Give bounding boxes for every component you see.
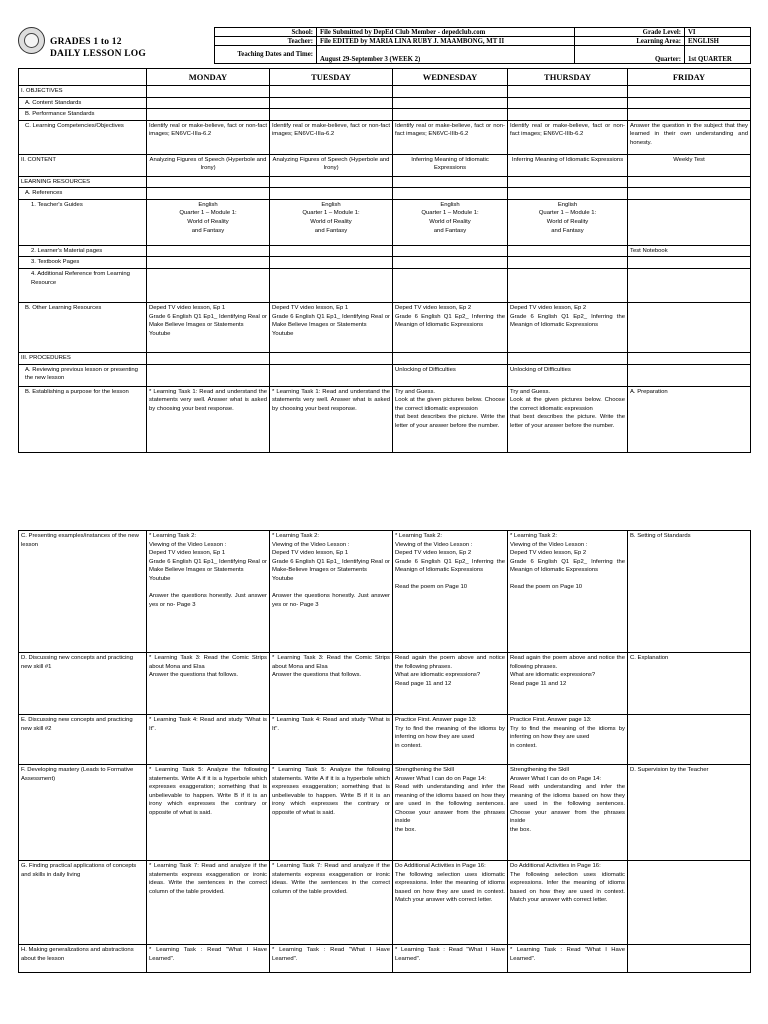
quarter-value: 1st QUARTER — [685, 46, 751, 64]
cell-monday: * Learning Task 5: Analyze the following statements. Write A if it is a hyperbole which expresses exaggeration; something that is unbelievable to happen. Write B if it is an irony which expresses the contrary or opposite of what is said. — [147, 765, 270, 861]
cell-wednesday: Strengthening the Skill Answer What I can do on Page 14: Read with understanding and infer the meaning of the idioms based on how they are used in the following sentences. Choose your answer from the phrases inside the box. — [393, 765, 508, 861]
area-label: Learning Area: — [575, 37, 685, 46]
procedures-body — [19, 531, 751, 973]
cell-monday: * Learning Task 1: Read and understand the statements very well. Answer what is asked by choosing your best response. — [147, 386, 270, 452]
cell-tuesday — [270, 268, 393, 302]
dll-page-2 — [18, 530, 750, 973]
cell-friday — [628, 268, 751, 302]
row-label: I. OBJECTIVES — [19, 86, 147, 98]
area-value: ENGLISH — [685, 37, 751, 46]
cell-monday: * Learning Task 2: Viewing of the Video Lesson : Deped TV video lesson, Ep 1 Grade 6 English Q1 Ep1_ Identifying Real or Make Believe Images or Statements Youtube Answer the questions honestly. Just answer yes or no- Page 3 — [147, 531, 270, 653]
procedures-table — [18, 530, 751, 973]
cell-tuesday — [270, 109, 393, 121]
row-label: G. Finding practical applications of concepts and skills in daily living — [19, 861, 147, 945]
cell-thursday: Try and Guess. Look at the given pictures below. Choose the correct idiomatic expression that best describes the picture. Write the letter of your answer before the number. — [508, 386, 628, 452]
cell-monday: English Quarter 1 – Module 1: World of Reality and Fantasy — [147, 199, 270, 245]
section-empty-cell — [147, 352, 270, 364]
cell-tuesday — [270, 97, 393, 109]
row-e-discussing-new-concepts-and-practicing — [19, 715, 751, 765]
cell-tuesday: Analyzing Figures of Speech (Hyperbole and Irony) — [270, 154, 393, 176]
cell-tuesday: * Learning Task : Read "What I Have Learned". — [270, 945, 393, 973]
cell-wednesday: * Learning Task : Read "What I Have Learned". — [393, 945, 508, 973]
row-label: II. CONTENT — [19, 154, 147, 176]
row-label: D. Discussing new concepts and practicing new skill #1 — [19, 653, 147, 715]
cell-friday — [628, 97, 751, 109]
lesson-log-table — [18, 68, 751, 453]
row-i-objectives — [19, 86, 751, 98]
cell-thursday — [508, 188, 628, 200]
row-label: C. Learning Competencies/Objectives — [19, 120, 147, 154]
cell-wednesday: Try and Guess. Look at the given pictures below. Choose the correct idiomatic expression that best describes the picture. Write the letter of your answer before the number. — [393, 386, 508, 452]
cell-thursday: Strengthening the Skill Answer What I can do on Page 14: Read with understanding and infer the meaning of the idioms based on how they are used in the following sentences. Choose your answer from the phrases inside the box. — [508, 765, 628, 861]
cell-thursday — [508, 109, 628, 121]
row-c-learning-competencies-objectives — [19, 120, 751, 154]
section-empty-cell — [628, 86, 751, 98]
cell-tuesday: Deped TV video lesson, Ep 1 Grade 6 English Q1 Ep1_ Identifying Real or Make Believe Images or Statements Youtube — [270, 302, 393, 352]
cell-monday: Analyzing Figures of Speech (Hyperbole and Irony) — [147, 154, 270, 176]
cell-monday — [147, 188, 270, 200]
row-c-presenting-examples-instances-of-the-n — [19, 531, 751, 653]
cell-tuesday: * Learning Task 3: Read the Comic Strips about Mona and Elsa Answer the questions that follows. — [270, 653, 393, 715]
section-empty-cell — [147, 86, 270, 98]
row-learning-resources — [19, 176, 751, 188]
cell-wednesday: English Quarter 1 – Module 1: World of Reality and Fantasy — [393, 199, 508, 245]
cell-friday — [628, 109, 751, 121]
row-label: 4. Additional Reference from Learning Resource — [19, 268, 147, 302]
cell-wednesday: * Learning Task 2: Viewing of the Video Lesson : Deped TV video lesson, Ep 2 Grade 6 English Q1 Ep2_ Inferring the Meanign of Idiomatic Expressions Read the poem on Page 10 — [393, 531, 508, 653]
row-label: E. Discussing new concepts and practicing new skill #2 — [19, 715, 147, 765]
cell-friday: Answer the question in the subject that they learned in their own understanding and honesty. — [628, 120, 751, 154]
row-label: B. Other Learning Resources — [19, 302, 147, 352]
cell-wednesday: Identify real or make-believe, fact or non-fact images; EN6VC-IIIb-6.2 — [393, 120, 508, 154]
cell-monday — [147, 257, 270, 269]
teacher-value: File EDITED by MARIA LINA RUBY J. MAAMBONG, MT II — [317, 37, 575, 46]
dll-page-1 — [18, 24, 750, 453]
row-g-finding-practical-applications-of-conc — [19, 861, 751, 945]
cell-friday — [628, 302, 751, 352]
section-empty-cell — [628, 352, 751, 364]
cell-tuesday: Identify real or make-believe, fact or non-fact images; EN6VC-IIIa-6.2 — [270, 120, 393, 154]
cell-monday — [147, 109, 270, 121]
cell-monday — [147, 364, 270, 386]
cell-tuesday — [270, 245, 393, 257]
cell-friday — [628, 715, 751, 765]
section-empty-cell — [270, 86, 393, 98]
row-3-textbook-pages — [19, 257, 751, 269]
row-2-learner-s-material-pages — [19, 245, 751, 257]
cell-wednesday: Practice First. Answer page 13: Try to find the meaning of the idioms by inferring on how they are used in context. — [393, 715, 508, 765]
row-ii-content — [19, 154, 751, 176]
cell-monday: * Learning Task 7: Read and analyze if the statements express exaggeration or ironic ideas. Write the sentences in the correct column of the table provided. — [147, 861, 270, 945]
section-empty-cell — [393, 86, 508, 98]
row-a-content-standards — [19, 97, 751, 109]
section-empty-cell — [393, 352, 508, 364]
cell-thursday — [508, 245, 628, 257]
cell-tuesday: * Learning Task 4: Read and study "What is It". — [270, 715, 393, 765]
deped-seal-icon — [18, 27, 45, 54]
section-empty-cell — [270, 352, 393, 364]
row-1-teacher-s-guides — [19, 199, 751, 245]
cell-tuesday: * Learning Task 5: Analyze the following statements. Write A if it is a hyperbole which expresses exaggeration; something that is unbelievable to happen. Write B if it is an irony which expresses the contrary or opposite of what is said. — [270, 765, 393, 861]
cell-monday — [147, 245, 270, 257]
day-header-wednesday: WEDNESDAY — [393, 69, 508, 86]
row-label: C. Presenting examples/instances of the new lesson — [19, 531, 147, 653]
blank-corner-cell — [19, 69, 147, 86]
row-label: H. Making generalizations and abstractions about the lesson — [19, 945, 147, 973]
cell-thursday — [508, 268, 628, 302]
row-iii-procedures — [19, 352, 751, 364]
section-empty-cell — [508, 352, 628, 364]
cell-wednesday — [393, 97, 508, 109]
section-empty-cell — [508, 86, 628, 98]
cell-wednesday: Unlocking of Difficulties — [393, 364, 508, 386]
cell-wednesday — [393, 257, 508, 269]
cell-wednesday: Read again the poem above and notice the following phrases. What are idiomatic expressions? Read page 11 and 12 — [393, 653, 508, 715]
row-4-additional-reference-from-learning-res — [19, 268, 751, 302]
cell-wednesday — [393, 188, 508, 200]
header-info-table — [214, 27, 751, 64]
row-b-performance-standards — [19, 109, 751, 121]
row-label: F. Developing mastery (Leads to Formative Assessment) — [19, 765, 147, 861]
cell-tuesday — [270, 257, 393, 269]
cell-thursday: * Learning Task 2: Viewing of the Video Lesson : Deped TV video lesson, Ep 2 Grade 6 English Q1 Ep2_ Inferring the Meanign of Idiomatic Expressions Read the poem on Page 10 — [508, 531, 628, 653]
cell-thursday: * Learning Task : Read "What I Have Learned". — [508, 945, 628, 973]
cell-wednesday — [393, 268, 508, 302]
cell-tuesday: English Quarter 1 – Module 1: World of Reality and Fantasy — [270, 199, 393, 245]
cell-wednesday: Deped TV video lesson, Ep 2 Grade 6 English Q1 Ep2_ Inferring the Meanign of Idiomatic Expressions — [393, 302, 508, 352]
cell-thursday: Unlocking of Difficulties — [508, 364, 628, 386]
cell-friday: A. Preparation — [628, 386, 751, 452]
cell-monday: Deped TV video lesson, Ep 1 Grade 6 English Q1 Ep1_ Identifying Real or Make Believe Images or Statements Youtube — [147, 302, 270, 352]
cell-monday — [147, 97, 270, 109]
teacher-label: Teacher: — [215, 37, 317, 46]
cell-thursday — [508, 257, 628, 269]
cell-friday — [628, 945, 751, 973]
day-header-thursday: THURSDAY — [508, 69, 628, 86]
row-a-references — [19, 188, 751, 200]
cell-tuesday — [270, 188, 393, 200]
section-empty-cell — [508, 176, 628, 188]
cell-thursday: Inferring Meaning of Idiomatic Expressions — [508, 154, 628, 176]
cell-friday: C. Explanation — [628, 653, 751, 715]
school-value: File Submitted by DepEd Club Member - depedclub.com — [317, 28, 575, 37]
cell-monday: * Learning Task 3: Read the Comic Strips about Mona and Elsa Answer the questions that follows. — [147, 653, 270, 715]
row-label: III. PROCEDURES — [19, 352, 147, 364]
cell-wednesday — [393, 109, 508, 121]
day-header-row — [19, 69, 751, 86]
row-label: 3. Textbook Pages — [19, 257, 147, 269]
cell-tuesday: * Learning Task 7: Read and analyze if the statements express exaggeration or ironic ideas. Write the sentences in the correct column of the table provided. — [270, 861, 393, 945]
row-a-reviewing-previous-lesson-or-presentin — [19, 364, 751, 386]
cell-tuesday: * Learning Task 1: Read and understand the statements very well. Answer what is asked by choosing your best response. — [270, 386, 393, 452]
row-label: 1. Teacher's Guides — [19, 199, 147, 245]
row-label: LEARNING RESOURCES — [19, 176, 147, 188]
day-header-tuesday: TUESDAY — [270, 69, 393, 86]
cell-wednesday: Do Additional Activities in Page 16: The following selection uses idiomatic expressions. Infer the meaning of idioms based on how they are used in context. Match your answer with correct letter. — [393, 861, 508, 945]
row-b-establishing-a-purpose-for-the-lesson — [19, 386, 751, 452]
row-label: A. Content Standards — [19, 97, 147, 109]
quarter-label: Quarter: — [575, 46, 685, 64]
cell-monday: * Learning Task : Read "What I Have Learned". — [147, 945, 270, 973]
row-label: B. Performance Standards — [19, 109, 147, 121]
day-header-monday: MONDAY — [147, 69, 270, 86]
cell-friday — [628, 257, 751, 269]
cell-friday: Weekly Test — [628, 154, 751, 176]
logo-line-1: GRADES 1 to 12 — [50, 37, 122, 47]
cell-monday: Identify real or make-believe, fact or non-fact images; EN6VC-IIIa-6.2 — [147, 120, 270, 154]
cell-wednesday — [393, 245, 508, 257]
cell-friday: D. Supervision by the Teacher — [628, 765, 751, 861]
row-f-developing-mastery-leads-to-formative- — [19, 765, 751, 861]
lesson-log-body — [19, 86, 751, 453]
dll-logo-title — [50, 36, 146, 60]
section-empty-cell — [393, 176, 508, 188]
day-header-friday: FRIDAY — [628, 69, 751, 86]
grade-value: VI — [685, 28, 751, 37]
dll-header — [18, 24, 750, 68]
cell-monday: * Learning Task 4: Read and study "What is It". — [147, 715, 270, 765]
cell-thursday: Read again the poem above and notice the following phrases. What are idiomatic expressions? Read page 11 and 12 — [508, 653, 628, 715]
row-h-making-generalizations-and-abstraction — [19, 945, 751, 973]
section-empty-cell — [270, 176, 393, 188]
cell-tuesday — [270, 364, 393, 386]
cell-friday — [628, 364, 751, 386]
row-label: 2. Learner's Material pages — [19, 245, 147, 257]
cell-friday — [628, 199, 751, 245]
logo-line-2: DAILY LESSON LOG — [50, 49, 146, 59]
cell-friday: B. Setting of Standards — [628, 531, 751, 653]
school-label: School: — [215, 28, 317, 37]
cell-thursday: Deped TV video lesson, Ep 2 Grade 6 English Q1 Ep2_ Inferring the Meanign of Idiomatic Expressions — [508, 302, 628, 352]
cell-thursday — [508, 97, 628, 109]
cell-thursday: Do Additional Activities in Page 16: The following selection uses idiomatic expressions. Infer the meaning of idioms based on how they are used in context. Match your answer with correct letter. — [508, 861, 628, 945]
row-label: B. Establishing a purpose for the lesson — [19, 386, 147, 452]
cell-thursday: Practice First. Answer page 13: Try to find the meaning of the idioms by inferring on how they are used in context. — [508, 715, 628, 765]
cell-friday: Test Notebook — [628, 245, 751, 257]
cell-monday — [147, 268, 270, 302]
cell-thursday: English Quarter 1 – Module 1: World of Reality and Fantasy — [508, 199, 628, 245]
row-label: A. References — [19, 188, 147, 200]
section-empty-cell — [147, 176, 270, 188]
cell-wednesday: Inferring Meaning of Idiomatic Expressions — [393, 154, 508, 176]
dates-value: August 29-September 3 (WEEK 2) — [317, 46, 575, 64]
row-b-other-learning-resources — [19, 302, 751, 352]
grade-label: Grade Level: — [575, 28, 685, 37]
row-d-discussing-new-concepts-and-practicing — [19, 653, 751, 715]
cell-thursday: Identify real or make-believe, fact or non-fact images; EN6VC-IIIb-6.2 — [508, 120, 628, 154]
dates-label: Teaching Dates and Time: — [215, 46, 317, 64]
cell-friday — [628, 861, 751, 945]
cell-friday — [628, 188, 751, 200]
section-empty-cell — [628, 176, 751, 188]
row-label: A. Reviewing previous lesson or presenting the new lesson — [19, 364, 147, 386]
cell-tuesday: * Learning Task 2: Viewing of the Video Lesson : Deped TV video lesson, Ep 1 Grade 6 English Q1 Ep1_ Identifying Real or Make-Believe Images or Statements Youtube Answer the questions honestly. Just answer yes or no- Page 3 — [270, 531, 393, 653]
